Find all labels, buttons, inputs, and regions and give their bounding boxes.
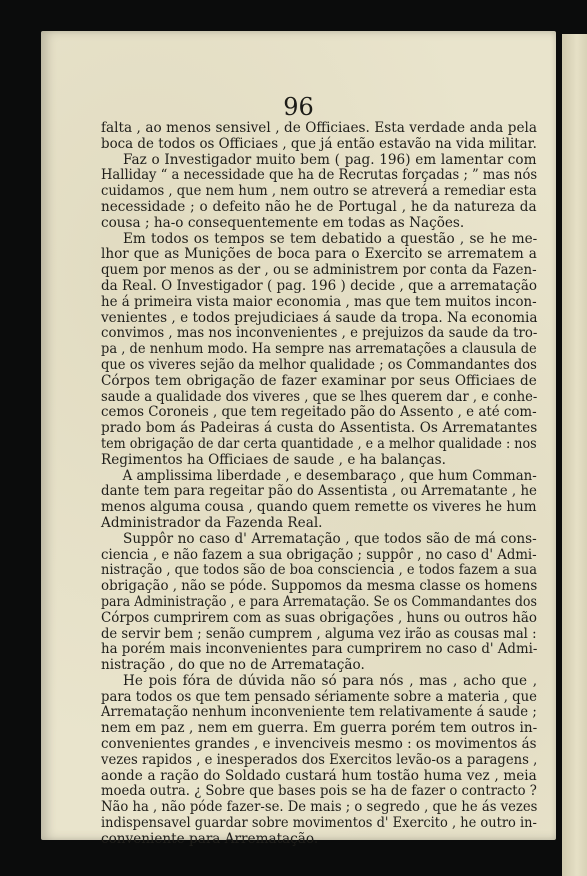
text-line: para Administração , e para Arrematação. Se os Commandantes dos [101,593,537,610]
text-line: menos alguma cousa , quando quem remette os viveres he hum [101,499,537,516]
text-line: de servir bem ; senão cumprem , alguma vez irão as cousas mal : [101,625,537,642]
text-line: nem em paz , nem em guerra. Em guerra porém tem outros in- [101,720,538,737]
text-line: conveniente para Arrematação. [101,830,319,847]
page-number: 96 [283,93,314,121]
body-text [101,121,537,848]
paragraph-5 [101,532,537,674]
text-line: He pois fóra de dúvida não só para nós , mas , acho que , [123,672,538,689]
text-line: A amplissima liberdade , e desembaraço , que hum Comman- [122,467,537,484]
text-line: moeda outra. ¿ Sobre que bases pois se ha de fazer o contracto ? [101,783,537,800]
text-line: lhor que as Munições de boca para o Exercito se arrematem a [101,246,537,263]
adjacent-page-edge [562,34,587,876]
text-line: Administrador da Fazenda Real. [101,514,323,531]
text-line: cuidamos , que nem hum , nem outro se atreverá a remediar esta [101,183,537,200]
text-line: Córpos cumprirem com as suas obrigações , huns ou outros hão [101,609,537,626]
text-line: nistração , do que no de Arrematação. [101,657,365,674]
text-line: que os viveres sejão da melhor qualidade ; os Commandantes dos [101,356,537,373]
text-line: nistração , que todos são de boa consciencia , e todos fazem a sua [101,562,537,579]
text-line: tem obrigação de dar certa quantidade , e a melhor qualidade : nos [101,435,537,452]
text-line: ciencia , e não fazem a sua obrigação ; suppôr , no caso d' Admi- [101,546,537,563]
text-line: cemos Coroneis , que tem regeitado pão do Assento , e até com- [101,404,537,421]
text-line: saude a qualidade dos viveres , que se lhes querem dar , e conhe- [101,388,538,405]
text-line: pa , de nenhum modo. Ha sempre nas arrematações a clausula de [101,341,537,358]
text-line: aonde a ração do Soldado custará hum tostão huma vez , meia [101,767,537,784]
text-line: para todos os que tem pensado sériamente sobre a materia , que [101,688,537,705]
text-line: Faz o Investigador muito bem ( pag. 196) em lamentar com [123,151,537,168]
paragraph-4 [101,469,537,532]
text-line: Suppôr no caso d' Arrematação , que todos são de má cons- [123,530,537,547]
text-line: falta , ao menos sensivel , de Officiaes. Esta verdade anda pela [101,120,537,136]
paragraph-2 [101,153,537,232]
paragraph-6 [101,674,537,848]
paragraph-3 [101,232,537,469]
text-line: Não ha , não póde fazer-se. De mais ; o segredo , que he ás vezes [101,799,538,816]
text-line: indispensavel guardar sobre movimentos d' Exercito , he outro in- [101,815,537,832]
text-line: necessidade ; o defeito não he de Portugal , he da natureza da [101,198,537,215]
text-line: obrigação , não se póde. Suppomos da mesma classe os homens [101,578,538,595]
text-line: vezes rapidos , e inesperados dos Exercitos levão-os a paragens , [101,751,538,768]
text-line: boca de todos os Officiaes , que já então estavão na vida militar. [101,135,537,152]
text-line: Regimentos ha Officiaes de saude , e ha balanças. [101,451,446,468]
text-line: cousa ; ha-o consequentemente em todas as Nações. [101,214,465,231]
text-line: prado bom ás Padeiras á custa do Assentista. Os Arrematantes [101,420,538,437]
text-line: convenientes grandes , e invenciveis mesmo : os movimentos ás [101,736,537,753]
text-line: dante tem para regeitar pão do Assentista , ou Arrematante , he [101,483,537,500]
text-line: Halliday “ a necessidade que ha de Recrutas forçadas ; ” mas nós [101,167,538,184]
text-line: Arrematação nenhum inconveniente tem relativamente á saude ; [101,704,537,721]
text-line: da Real. O Investigador ( pag. 196 ) decide , que a arrematação [101,277,538,294]
text-line: quem por menos as der , ou se administrem por conta da Fazen- [101,262,537,279]
paragraph-1 [101,121,537,153]
text-line: venientes , e todos prejudiciaes á saude da tropa. Na economia [101,309,538,326]
text-line: Córpos tem obrigação de fazer examinar por seus Officiaes de [101,372,537,389]
text-line: ha porém mais inconvenientes para cumprirem no caso d' Admi- [101,641,538,658]
text-line: he á primeira vista maior economia , mas que tem muitos incon- [101,293,537,310]
text-line: Em todos os tempos se tem debatido a questão , se he me- [123,230,538,247]
text-line: convimos , mas nos inconvenientes , e prejuizos da saude da tro- [101,325,538,342]
